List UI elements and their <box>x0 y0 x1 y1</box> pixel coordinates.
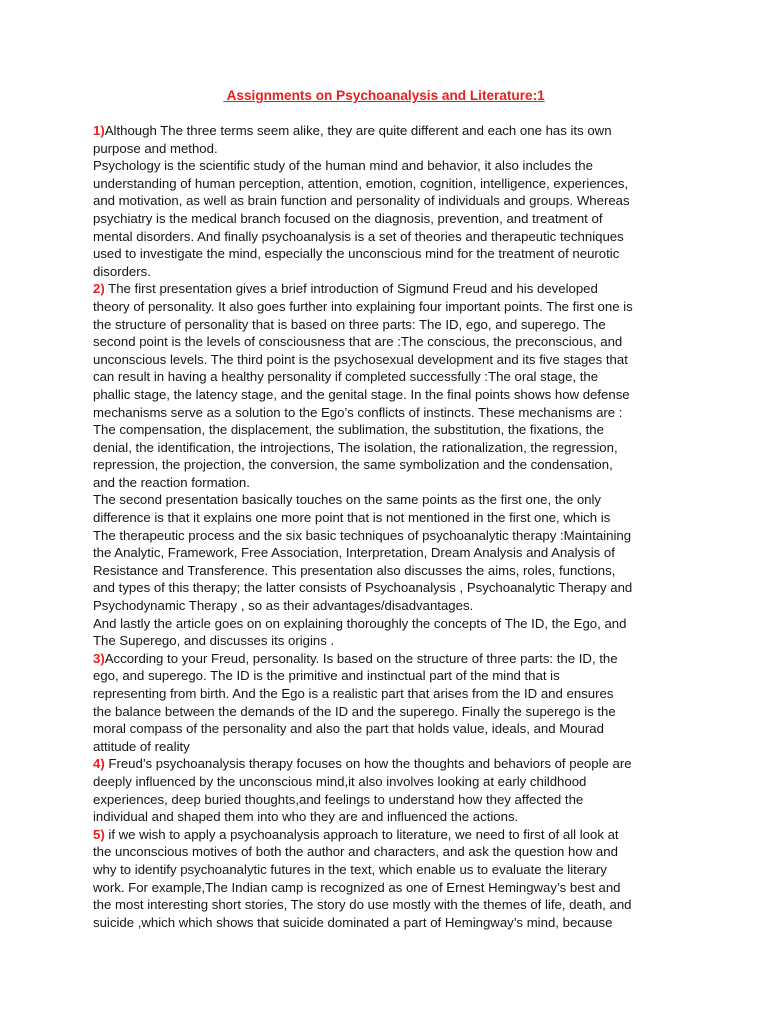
line-text: repression, the projection, the conversion, the same symbolization and the condensation, <box>93 457 613 473</box>
line-text: and types of this therapy; the latter consists of Psychoanalysis , Psychoanalytic Therapy and <box>93 580 633 596</box>
line-text: The Superego, and discusses its origins . <box>93 633 335 649</box>
line-text: why to identify psychoanalytic futures in the text, which enable us to evaluate the literary <box>93 861 607 877</box>
line-text: difference is that it explains one more point that is not mentioned in the first one, which is <box>93 510 611 526</box>
text-line <box>93 544 683 562</box>
text-line <box>93 175 683 193</box>
text-line <box>93 157 683 175</box>
text-line <box>93 826 683 844</box>
text-line <box>93 386 683 404</box>
line-text: Resistance and Transference. This presentation also discusses the aims, roles, functions, <box>93 562 616 578</box>
text-line <box>93 210 683 228</box>
text-line <box>93 527 683 545</box>
line-text: The compensation, the displacement, the sublimation, the substitution, the fixations, the <box>93 422 604 438</box>
text-line <box>93 404 683 422</box>
text-line <box>93 333 683 351</box>
text-line <box>93 738 683 756</box>
text-line <box>93 474 683 492</box>
section-number: 1) <box>93 123 105 138</box>
text-line <box>93 509 683 527</box>
text-line <box>93 298 683 316</box>
line-text: if we wish to apply a psychoanalysis approach to literature, we need to first of all look at <box>104 826 619 842</box>
line-text: work. For example,The Indian camp is recognized as one of Ernest Hemingway’s best and <box>93 879 621 895</box>
line-text: The second presentation basically touches on the same points as the first one, the only <box>93 492 602 508</box>
text-line <box>93 280 683 298</box>
line-text: Psychology is the scientific study of the human mind and behavior, it also includes the <box>93 158 593 174</box>
line-text: the structure of personality that is based on three parts: The ID, ego, and superego. The <box>93 316 606 332</box>
line-text: mechanisms serve as a solution to the Ego’s conflicts of instincts. These mechanisms are : <box>93 404 623 420</box>
text-line <box>93 597 683 615</box>
text-line <box>93 615 683 633</box>
line-text: According to your Freud, personality. Is based on the structure of three parts: the ID, the <box>104 650 618 666</box>
line-text: unconscious levels. The third point is the psychosexual development and its five stages that <box>93 351 628 367</box>
text-line <box>93 192 683 210</box>
line-text: can result in having a healthy personality if completed successfully :The oral stage, the <box>93 369 599 385</box>
line-text: the balance between the demands of the ID and the superego. Finally the superego is the <box>93 703 616 719</box>
text-line <box>93 773 683 791</box>
line-text: suicide ,which which shows that suicide dominated a part of Hemingway’s mind, because <box>93 914 613 930</box>
text-line <box>93 245 683 263</box>
line-text: individual and shaped them into who they are and influenced the actions. <box>93 809 519 825</box>
text-line <box>93 263 683 281</box>
line-text: psychiatry is the medical branch focused on the diagnosis, prevention, and treatment of <box>93 210 603 226</box>
line-text: And lastly the article goes on on explaining thoroughly the concepts of The ID, the Ego, and <box>93 615 627 631</box>
text-line <box>93 228 683 246</box>
line-text: the unconscious motives of both the author and characters, and ask the question how and <box>93 844 618 860</box>
text-line <box>93 650 683 668</box>
line-text: representing from birth. And the Ego is a realistic part that arises from the ID and ensures <box>93 686 614 701</box>
text-line <box>93 703 683 721</box>
line-text: The therapeutic process and the six basic techniques of psychoanalytic therapy :Maintaining <box>93 527 632 543</box>
line-text: experiences, deep buried thoughts,and feelings to understand how they affected the <box>93 791 584 807</box>
line-text: The first presentation gives a brief introduction of Sigmund Freud and his developed <box>104 281 598 297</box>
text-line <box>93 861 683 879</box>
text-line <box>93 421 683 439</box>
section-number: 3) <box>93 650 105 666</box>
text-line <box>93 720 683 738</box>
text-line <box>93 896 683 914</box>
text-line <box>93 632 683 650</box>
text-line <box>93 439 683 457</box>
text-line <box>93 562 683 580</box>
text-line <box>93 351 683 369</box>
line-text: Although The three terms seem alike, they are quite different and each one has its own <box>104 123 612 138</box>
line-text: used to investigate the mind, especially the unconscious mind for the treatment of neurotic <box>93 246 620 262</box>
line-text: deeply influenced by the unconscious mind,it also involves looking at early childhood <box>93 773 587 789</box>
line-text: phallic stage, the latency stage, and the genital stage. In the final points shows how defense <box>93 386 630 402</box>
line-text: moral compass of the personality and also the part that holds value, ideals, and Mourad <box>93 721 604 737</box>
text-line <box>93 755 683 773</box>
text-line <box>93 122 683 140</box>
line-text: attitude of reality <box>93 738 190 754</box>
line-text: understanding of human perception, attention, emotion, cognition, intelligence, experiences, <box>93 175 629 191</box>
line-text: and motivation, as well as brain function and personality of individuals and groups. Whereas <box>93 193 630 209</box>
text-line <box>93 140 683 158</box>
text-line <box>93 316 683 334</box>
line-text: theory of personality. It also goes further into explaining four important points. The first one is <box>93 298 633 314</box>
text-line <box>93 368 683 386</box>
section-number: 2) <box>93 281 105 297</box>
text-line <box>93 808 683 826</box>
text-line <box>93 456 683 474</box>
line-text: the Analytic, Framework, Free Association, Interpretation, Dream Analysis and Analysis of <box>93 545 615 561</box>
text-line <box>93 685 683 703</box>
line-text: denial, the identification, the introjections, The isolation, the rationalization, the regression, <box>93 439 618 455</box>
line-text: purpose and method. <box>93 140 218 156</box>
text-line <box>93 791 683 809</box>
text-line <box>93 914 683 932</box>
document-title: Assignments on Psychoanalysis and Literature:1 <box>223 88 545 103</box>
line-text: disorders. <box>93 263 151 279</box>
line-text: the most interesting short stories, The story do use mostly with the themes of life, death, and <box>93 897 632 913</box>
section-number: 4) <box>93 756 105 772</box>
section-number: 5) <box>93 826 105 842</box>
line-text: Freud’s psychoanalysis therapy focuses on how the thoughts and behaviors of people are <box>104 756 632 772</box>
text-line <box>93 879 683 897</box>
line-text: Psychodynamic Therapy , so as their advantages/disadvantages. <box>93 598 474 614</box>
text-line <box>93 491 683 509</box>
text-line <box>93 667 683 685</box>
document-body <box>93 122 683 931</box>
line-text: ego, and superego. The ID is the primitive and instinctual part of the mind that is <box>93 668 560 684</box>
text-line <box>93 843 683 861</box>
line-text: mental disorders. And finally psychoanalysis is a set of theories and therapeutic techniques <box>93 228 624 244</box>
line-text: second point is the levels of consciousness that are :The conscious, the preconscious, and <box>93 334 623 350</box>
text-line <box>93 579 683 597</box>
line-text: and the reaction formation. <box>93 474 250 490</box>
